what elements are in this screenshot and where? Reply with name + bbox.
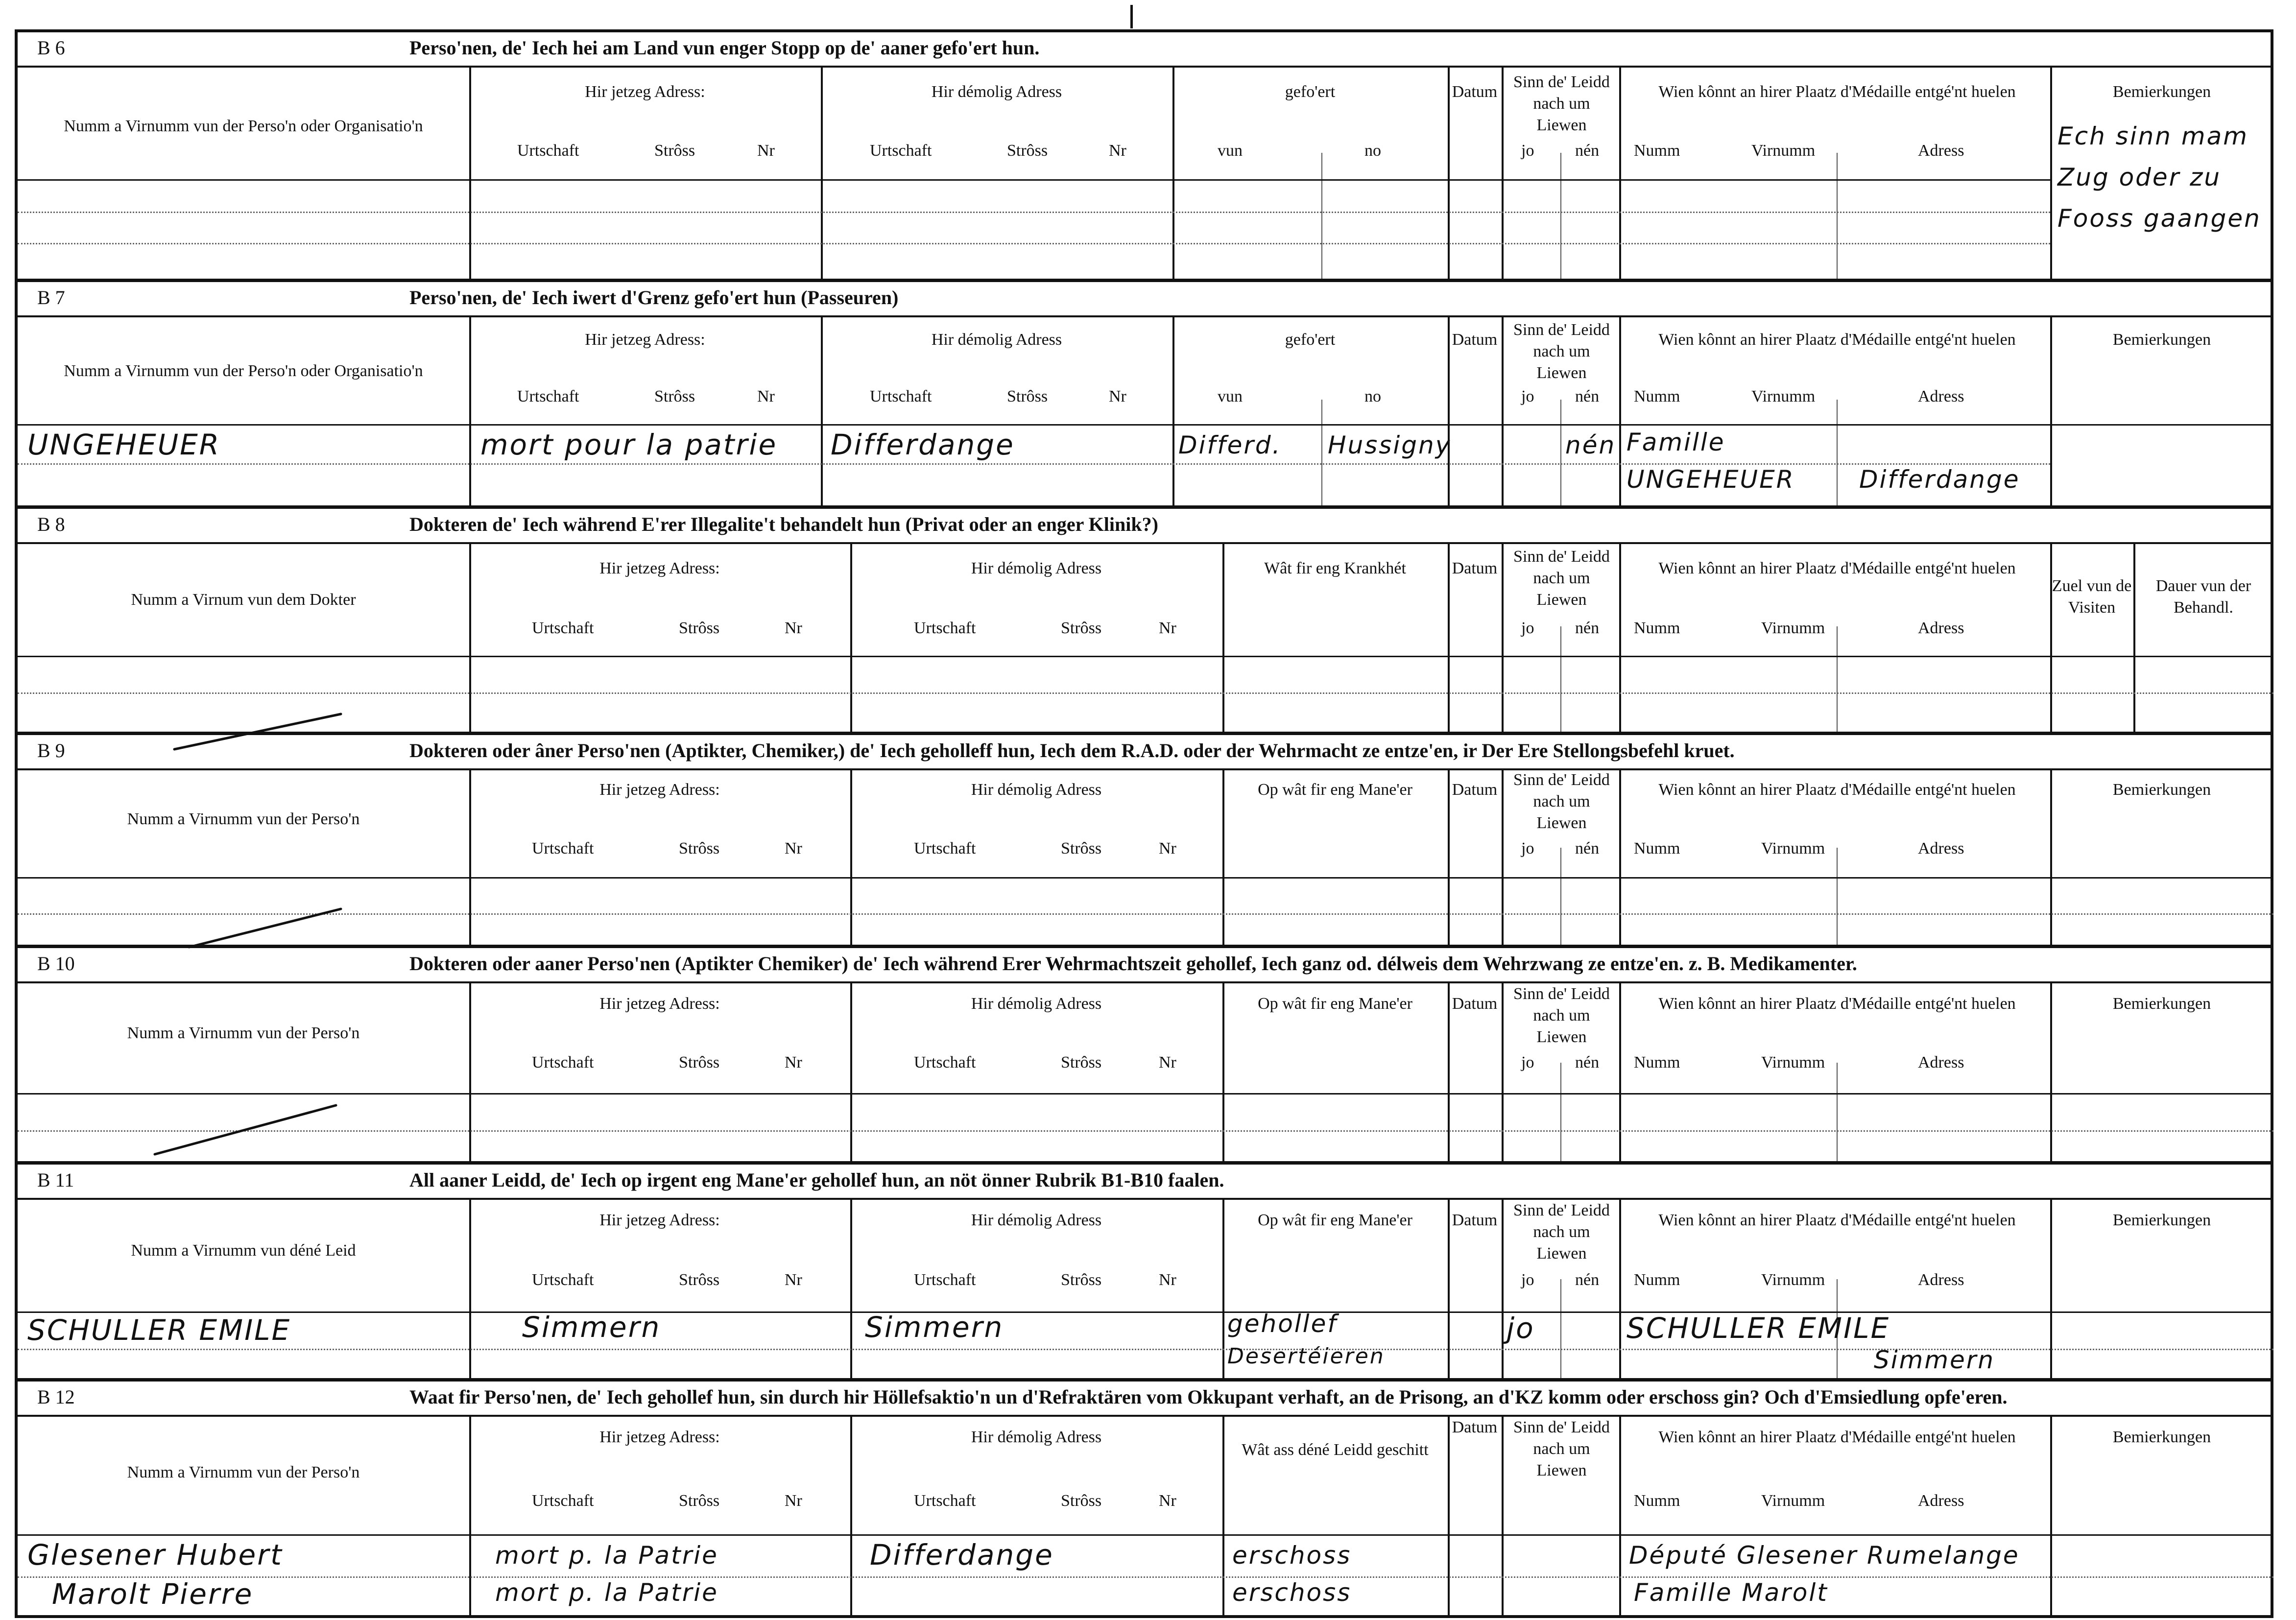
header-numm: Numm	[1634, 1271, 1680, 1289]
header-adress: Adress	[1918, 142, 1964, 160]
header-sinn: Sinn de' Leidd nach um Liewen	[1513, 548, 1610, 609]
header-prev-address: Hir démolig Adress	[931, 83, 1062, 101]
header-virnumm: Virnumm	[1751, 387, 1816, 405]
header-street: Strôss	[1061, 1053, 1102, 1072]
header-locality: Urtschaft	[914, 1492, 976, 1510]
handwritten-prev-address: Differdange	[831, 428, 1015, 461]
header-locality: Urtschaft	[914, 839, 976, 858]
header-street: Strôss	[679, 1492, 720, 1510]
header-yes: jo	[1521, 1271, 1534, 1289]
header-virnumm: Virnumm	[1751, 142, 1816, 160]
handwritten-medal-address: Simmern	[1874, 1346, 1995, 1374]
header-now-address: Hir jetzeg Adress:	[599, 995, 720, 1013]
handwritten-medal-name: SCHULLER EMILE	[1626, 1311, 1890, 1345]
handwritten-name: SCHULLER EMILE	[27, 1313, 291, 1347]
header-no: nén	[1575, 839, 1600, 858]
header-virnumm: Virnumm	[1761, 1271, 1825, 1289]
header-name: Numm a Virnumm vun der Perso'n oder Organisatio'n	[64, 362, 423, 380]
header-sinn: Sinn de' Leidd nach um Liewen	[1513, 1418, 1610, 1479]
handwritten-medal-line1: Famille	[1626, 428, 1725, 456]
header-name: Numm a Virnumm vun der Perso'n	[127, 810, 360, 828]
header-date: Datum	[1452, 559, 1498, 577]
header-nr: Nr	[1159, 1492, 1176, 1510]
header-no: nén	[1575, 387, 1600, 405]
header-remarks: Bemierkungen	[2112, 1211, 2211, 1229]
header-locality: Urtschaft	[532, 1492, 594, 1510]
header-nr: Nr	[785, 1053, 802, 1072]
header-now-address: Hir jetzeg Adress:	[599, 781, 720, 799]
header-prev-address: Hir démolig Adress	[971, 1428, 1102, 1446]
header-locality: Urtschaft	[532, 1271, 594, 1289]
section-title-bar	[18, 509, 2271, 544]
handwritten-fate-2: erschoss	[1232, 1578, 1352, 1607]
header-no: nén	[1575, 142, 1600, 160]
header-virnumm: Virnumm	[1761, 1492, 1825, 1510]
section-code: B 8	[37, 513, 65, 535]
handwritten-fate-1: erschoss	[1232, 1541, 1352, 1570]
header-nr: Nr	[785, 1271, 802, 1289]
header-from: vun	[1218, 387, 1243, 405]
header-medal: Wien kônnt an hirer Plaatz d'Médaille entgé'nt huelen	[1658, 995, 2016, 1013]
header-duration: Dauer vun der Behandl.	[2155, 577, 2251, 617]
header-medal: Wien kônnt an hirer Plaatz d'Médaille entgé'nt huelen	[1658, 83, 2016, 101]
header-prev-address: Hir démolig Adress	[971, 1211, 1102, 1229]
header-special: Op wât fir eng Mane'er	[1258, 781, 1412, 799]
header-sinn: Sinn de' Leidd nach um Liewen	[1513, 73, 1610, 134]
header-street: Strôss	[679, 839, 720, 858]
header-nr: Nr	[785, 1492, 802, 1510]
header-to: no	[1364, 142, 1381, 160]
header-adress: Adress	[1918, 387, 1964, 405]
handwritten-now-address-1: mort p. la Patrie	[495, 1541, 718, 1570]
form-sheet	[15, 29, 2273, 1618]
header-nr: Nr	[785, 839, 802, 858]
section-code: B 7	[37, 286, 65, 309]
handwritten-medal-address: Differdange	[1859, 465, 2020, 494]
header-locality: Urtschaft	[532, 619, 594, 637]
handwritten-nen: nén	[1565, 431, 1616, 459]
header-date: Datum	[1452, 1418, 1498, 1436]
header-date: Datum	[1452, 1211, 1498, 1229]
header-nr: Nr	[1159, 839, 1176, 858]
header-street: Strôss	[679, 1271, 720, 1289]
header-street: Strôss	[1061, 1271, 1102, 1289]
header-nr: Nr	[1159, 1271, 1176, 1289]
header-no: nén	[1575, 619, 1600, 637]
section-code: B 12	[37, 1386, 75, 1408]
header-special: Op wât fir eng Mane'er	[1258, 995, 1412, 1013]
header-locality: Urtschaft	[517, 387, 579, 405]
header-numm: Numm	[1634, 839, 1680, 858]
header-special: gefo'ert	[1285, 331, 1336, 349]
header-street: Strôss	[679, 1053, 720, 1072]
header-yes: jo	[1521, 619, 1534, 637]
section-b9	[18, 735, 2271, 948]
header-street: Strôss	[1007, 387, 1048, 405]
handwritten-medal-2: Famille Marolt	[1634, 1578, 1828, 1607]
header-street: Strôss	[1061, 839, 1102, 858]
header-sinn: Sinn de' Leidd nach um Liewen	[1513, 985, 1610, 1046]
header-numm: Numm	[1634, 387, 1680, 405]
header-now-address: Hir jetzeg Adress:	[599, 1428, 720, 1446]
header-name: Numm a Virnumm vun der Perso'n oder Organisatio'n	[64, 117, 423, 135]
section-title-bar	[18, 948, 2271, 983]
header-sinn: Sinn de' Leidd nach um Liewen	[1513, 321, 1610, 382]
header-prev-address: Hir démolig Adress	[971, 559, 1102, 577]
handwritten-manner-line1: gehollef	[1227, 1310, 1338, 1338]
section-title-bar	[18, 1165, 2271, 1200]
section-code: B 9	[37, 739, 65, 762]
section-title: Perso'nen, de' Iech hei am Land vun enger Stopp op de' aaner gefo'ert hun.	[409, 37, 1040, 59]
handwritten-prev-address: Simmern	[865, 1310, 1004, 1344]
header-nr: Nr	[1109, 387, 1126, 405]
header-nr: Nr	[1159, 1053, 1176, 1072]
header-visits: Zuel vun de Visiten	[2052, 577, 2132, 617]
section-b12	[18, 1382, 2271, 1618]
section-b8	[18, 509, 2271, 735]
header-medal: Wien kônnt an hirer Plaatz d'Médaille entgé'nt huelen	[1658, 1211, 2016, 1229]
header-prev-address: Hir démolig Adress	[971, 781, 1102, 799]
section-code: B 11	[37, 1169, 74, 1191]
header-adress: Adress	[1918, 839, 1964, 858]
header-remarks: Bemierkungen	[2112, 995, 2211, 1013]
section-title-bar	[18, 735, 2271, 770]
header-locality: Urtschaft	[914, 1271, 976, 1289]
handwritten-medal-name: UNGEHEUER	[1626, 465, 1795, 494]
section-title: Perso'nen, de' Iech iwert d'Grenz gefo'ert hun (Passeuren)	[409, 286, 899, 309]
header-date: Datum	[1452, 331, 1498, 349]
header-yes: jo	[1521, 387, 1534, 405]
header-remarks: Bemierkungen	[2112, 781, 2211, 799]
handwritten-medal-1: Député Glesener Rumelange	[1629, 1541, 2020, 1570]
handwritten-name-1: Glesener Hubert	[27, 1538, 283, 1572]
header-virnumm: Virnumm	[1761, 1053, 1825, 1072]
header-special: Wât fir eng Krankhét	[1264, 559, 1406, 577]
header-date: Datum	[1452, 781, 1498, 799]
top-tick-mark	[1130, 5, 1133, 28]
header-locality: Urtschaft	[870, 142, 932, 160]
header-nr: Nr	[1109, 142, 1126, 160]
strike-line	[165, 509, 351, 739]
handwritten-now-address: mort pour la patrie	[480, 428, 778, 461]
header-prev-address: Hir démolig Adress	[971, 995, 1102, 1013]
section-title: Waat fir Perso'nen, de' Iech gehollef hun, sin durch hir Höllefsaktio'n un d'Refraktären vom Okkupant verhaft, an de Prisong, an d'KZ komm oder erschoss gin? Och d'Emsiedlung opfe'eren.	[409, 1386, 2008, 1408]
header-prev-address: Hir démolig Adress	[931, 331, 1062, 349]
header-now-address: Hir jetzeg Adress:	[599, 559, 720, 577]
handwritten-from: Differd.	[1178, 431, 1282, 459]
header-special: gefo'ert	[1285, 83, 1336, 101]
strike-line	[140, 949, 346, 1169]
handwritten-now-address: Simmern	[522, 1310, 661, 1344]
header-locality: Urtschaft	[517, 142, 579, 160]
header-locality: Urtschaft	[532, 839, 594, 858]
section-title: Dokteren de' Iech während E'rer Illegalite't behandelt hun (Privat oder an enger Klinik?)	[409, 513, 1158, 535]
section-b7	[18, 282, 2271, 509]
header-locality: Urtschaft	[914, 1053, 976, 1072]
header-street: Strôss	[1061, 619, 1102, 637]
handwritten-name-2: Marolt Pierre	[52, 1577, 254, 1611]
section-code: B 6	[37, 37, 65, 59]
header-special: Op wât fir eng Mane'er	[1258, 1211, 1412, 1229]
header-now-address: Hir jetzeg Adress:	[585, 83, 705, 101]
handwritten-manner-line2: Desertéieren	[1227, 1344, 1385, 1369]
handwritten-now-address-2: mort p. la Patrie	[495, 1578, 718, 1607]
header-remarks: Bemierkungen	[2112, 83, 2211, 101]
section-title-bar	[18, 1382, 2271, 1417]
handwritten-name: UNGEHEUER	[27, 428, 221, 461]
header-to: no	[1364, 387, 1381, 405]
header-name: Numm a Virnumm vun der Perso'n	[127, 1463, 360, 1481]
header-date: Datum	[1452, 995, 1498, 1013]
header-virnumm: Virnumm	[1761, 839, 1825, 858]
header-street: Strôss	[1061, 1492, 1102, 1510]
section-title: All aaner Leidd, de' Iech op irgent eng Mane'er gehollef hun, an nöt önner Rubrik B1-B10 faalen.	[409, 1169, 1224, 1191]
header-medal: Wien kônnt an hirer Plaatz d'Médaille entgé'nt huelen	[1658, 559, 2016, 577]
handwritten-yes: jo	[1507, 1311, 1535, 1345]
header-adress: Adress	[1918, 1053, 1964, 1072]
header-sinn: Sinn de' Leidd nach um Liewen	[1513, 771, 1610, 832]
header-medal: Wien kônnt an hirer Plaatz d'Médaille entgé'nt huelen	[1658, 1428, 2016, 1446]
header-yes: jo	[1521, 839, 1534, 858]
header-nr: Nr	[757, 142, 775, 160]
header-yes: jo	[1521, 1053, 1534, 1072]
header-medal: Wien kônnt an hirer Plaatz d'Médaille entgé'nt huelen	[1658, 781, 2016, 799]
header-remarks: Bemierkungen	[2112, 331, 2211, 349]
header-from: vun	[1218, 142, 1243, 160]
section-title-bar	[18, 32, 2271, 68]
header-locality: Urtschaft	[914, 619, 976, 637]
header-sinn: Sinn de' Leidd nach um Liewen	[1513, 1201, 1610, 1263]
section-code: B 10	[37, 953, 75, 975]
header-street: Strôss	[679, 619, 720, 637]
handwritten-to: Hussigny	[1328, 431, 1452, 459]
header-locality: Urtschaft	[532, 1053, 594, 1072]
header-street: Strôss	[654, 142, 695, 160]
header-now-address: Hir jetzeg Adress:	[585, 331, 705, 349]
header-nr: Nr	[757, 387, 775, 405]
header-locality: Urtschaft	[870, 387, 932, 405]
header-adress: Adress	[1918, 1271, 1964, 1289]
handwritten-remarks: Ech sinn mam Zug oder zu Fooss gaangen	[2057, 122, 2261, 233]
header-name: Numm a Virnum vun dem Dokter	[131, 591, 356, 609]
section-b11	[18, 1165, 2271, 1382]
header-adress: Adress	[1918, 619, 1964, 637]
header-no: nén	[1575, 1271, 1600, 1289]
section-b10	[18, 948, 2271, 1165]
strike-line	[179, 736, 356, 951]
section-title: Dokteren oder aaner Perso'nen (Aptikter Chemiker) de' Iech während Erer Wehrmachtszeit gehollef, Iech ganz od. délweis dem Wehrzwang ze entze'en. z. B. Medikamenter.	[409, 953, 1857, 975]
header-date: Datum	[1452, 83, 1498, 101]
header-special: Wât ass déné Leidd geschitt	[1242, 1441, 1429, 1459]
header-adress: Adress	[1918, 1492, 1964, 1510]
header-street: Strôss	[654, 387, 695, 405]
header-numm: Numm	[1634, 1053, 1680, 1072]
header-numm: Numm	[1634, 619, 1680, 637]
header-no: nén	[1575, 1053, 1600, 1072]
header-nr: Nr	[1159, 619, 1176, 637]
section-b6	[18, 32, 2271, 282]
header-name: Numm a Virnumm vun déné Leid	[131, 1241, 356, 1260]
section-title: Dokteren oder âner Perso'nen (Aptikter, Chemiker,) de' Iech geholleff hun, Iech dem R.A.D. oder der Wehrmacht ze entze'en, ir Der Ere Stellongsbefehl kruet.	[409, 739, 1735, 762]
header-virnumm: Virnumm	[1761, 619, 1825, 637]
header-nr: Nr	[785, 619, 802, 637]
header-medal: Wien kônnt an hirer Plaatz d'Médaille entgé'nt huelen	[1658, 331, 2016, 349]
header-numm: Numm	[1634, 1492, 1680, 1510]
header-numm: Numm	[1634, 142, 1680, 160]
handwritten-prev-address-1: Differdange	[870, 1538, 1054, 1572]
header-name: Numm a Virnumm vun der Perso'n	[127, 1024, 360, 1042]
header-street: Strôss	[1007, 142, 1048, 160]
section-title-bar	[18, 282, 2271, 317]
header-now-address: Hir jetzeg Adress:	[599, 1211, 720, 1229]
header-yes: jo	[1521, 142, 1534, 160]
header-remarks: Bemierkungen	[2112, 1428, 2211, 1446]
